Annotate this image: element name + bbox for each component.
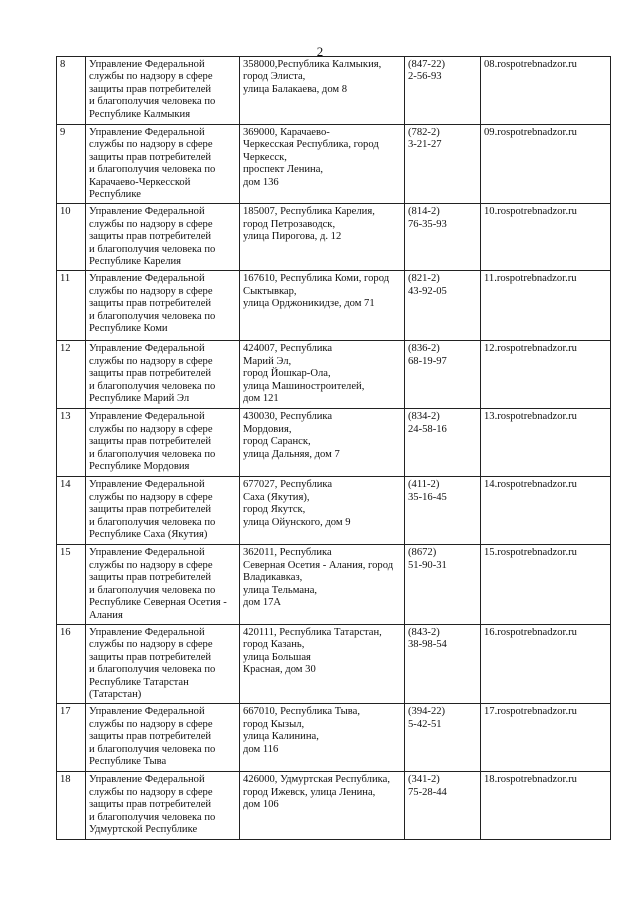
table-row — [57, 409, 611, 477]
agency-name: Управление Федеральной службы по надзору в сфере защиты прав потребителей и благополучия человека по Республике Марий Эл — [86, 341, 240, 409]
agency-address: 369000, Карачаево- Черкесская Республика, город Черкесск, проспект Ленина, дом 136 — [240, 125, 405, 204]
agency-website: 12.rospotrebnadzor.ru — [481, 341, 611, 409]
agency-website: 17.rospotrebnadzor.ru — [481, 704, 611, 772]
agency-website: 10.rospotrebnadzor.ru — [481, 204, 611, 271]
agency-address: 667010, Республика Тыва, город Кызыл, улица Калинина, дом 116 — [240, 704, 405, 772]
agency-website: 18.rospotrebnadzor.ru — [481, 772, 611, 840]
agency-name: Управление Федеральной службы по надзору в сфере защиты прав потребителей и благополучия человека по Карачаево-Черкесской Республике — [86, 125, 240, 204]
table-row — [57, 624, 611, 703]
agency-name: Управление Федеральной службы по надзору в сфере защиты прав потребителей и благополучия человека по Республике Саха (Якутия) — [86, 477, 240, 545]
row-number: 12 — [57, 341, 86, 409]
row-number: 16 — [57, 624, 86, 703]
page-number: 2 — [316, 44, 324, 59]
agency-name: Управление Федеральной службы по надзору в сфере защиты прав потребителей и благополучия человека по Республике Татарстан (Татарстан) — [86, 624, 240, 703]
agency-phone: (821-2) 43-92-05 — [405, 271, 481, 341]
table-row — [57, 704, 611, 772]
row-number: 11 — [57, 271, 86, 341]
table-row — [57, 545, 611, 624]
agency-address: 424007, Республика Марий Эл, город Йошкар-Ола, улица Машиностроителей, дом 121 — [240, 341, 405, 409]
agency-address: 430030, Республика Мордовия, город Саранск, улица Дальняя, дом 7 — [240, 409, 405, 477]
agency-website: 16.rospotrebnadzor.ru — [481, 624, 611, 703]
agency-address: 362011, Республика Северная Осетия - Алания, город Владикавказ, улица Тельмана, дом 17А — [240, 545, 405, 624]
agency-phone: (782-2) 3-21-27 — [405, 125, 481, 204]
row-number: 9 — [57, 125, 86, 204]
agency-phone: (394-22) 5-42-51 — [405, 704, 481, 772]
registry-table — [56, 56, 611, 840]
table-row — [57, 341, 611, 409]
agency-website: 09.rospotrebnadzor.ru — [481, 125, 611, 204]
agency-website: 15.rospotrebnadzor.ru — [481, 545, 611, 624]
agency-name: Управление Федеральной службы по надзору в сфере защиты прав потребителей и благополучия человека по Республике Карелия — [86, 204, 240, 271]
table-row — [57, 271, 611, 341]
table-row — [57, 125, 611, 204]
table-row — [57, 772, 611, 840]
row-number: 14 — [57, 477, 86, 545]
agency-address: 426000, Удмуртская Республика, город Ижевск, улица Ленина, дом 106 — [240, 772, 405, 840]
agency-name: Управление Федеральной службы по надзору в сфере защиты прав потребителей и благополучия человека по Республике Северная Осетия - Алания — [86, 545, 240, 624]
table-row — [57, 477, 611, 545]
agency-phone: (8672) 51-90-31 — [405, 545, 481, 624]
agency-address: 358000,Республика Калмыкия, город Элиста, улица Балакаева, дом 8 — [240, 57, 405, 125]
agency-phone: (834-2) 24-58-16 — [405, 409, 481, 477]
registry-table-body — [57, 57, 611, 840]
agency-address: 420111, Республика Татарстан, город Казань, улица Большая Красная, дом 30 — [240, 624, 405, 703]
agency-website: 11.rospotrebnadzor.ru — [481, 271, 611, 341]
agency-website: 13.rospotrebnadzor.ru — [481, 409, 611, 477]
row-number: 13 — [57, 409, 86, 477]
agency-name: Управление Федеральной службы по надзору в сфере защиты прав потребителей и благополучия человека по Республике Тыва — [86, 704, 240, 772]
agency-address: 167610, Республика Коми, город Сыктывкар, улица Орджоникидзе, дом 71 — [240, 271, 405, 341]
agency-name: Управление Федеральной службы по надзору в сфере защиты прав потребителей и благополучия человека по Республике Коми — [86, 271, 240, 341]
row-number: 17 — [57, 704, 86, 772]
table-row — [57, 204, 611, 271]
agency-name: Управление Федеральной службы по надзору в сфере защиты прав потребителей и благополучия человека по Республике Мордовия — [86, 409, 240, 477]
row-number: 8 — [57, 57, 86, 125]
agency-phone: (847-22) 2-56-93 — [405, 57, 481, 125]
agency-phone: (341-2) 75-28-44 — [405, 772, 481, 840]
agency-website: 08.rospotrebnadzor.ru — [481, 57, 611, 125]
agency-name: Управление Федеральной службы по надзору в сфере защиты прав потребителей и благополучия человека по Удмуртской Республике — [86, 772, 240, 840]
agency-phone: (836-2) 68-19-97 — [405, 341, 481, 409]
agency-address: 185007, Республика Карелия, город Петрозаводск, улица Пирогова, д. 12 — [240, 204, 405, 271]
row-number: 15 — [57, 545, 86, 624]
agency-name: Управление Федеральной службы по надзору в сфере защиты прав потребителей и благополучия человека по Республике Калмыкия — [86, 57, 240, 125]
agency-phone: (814-2) 76-35-93 — [405, 204, 481, 271]
row-number: 18 — [57, 772, 86, 840]
row-number: 10 — [57, 204, 86, 271]
table-row — [57, 57, 611, 125]
agency-address: 677027, Республика Саха (Якутия), город Якутск, улица Ойунского, дом 9 — [240, 477, 405, 545]
agency-phone: (843-2) 38-98-54 — [405, 624, 481, 703]
agency-website: 14.rospotrebnadzor.ru — [481, 477, 611, 545]
agency-phone: (411-2) 35-16-45 — [405, 477, 481, 545]
